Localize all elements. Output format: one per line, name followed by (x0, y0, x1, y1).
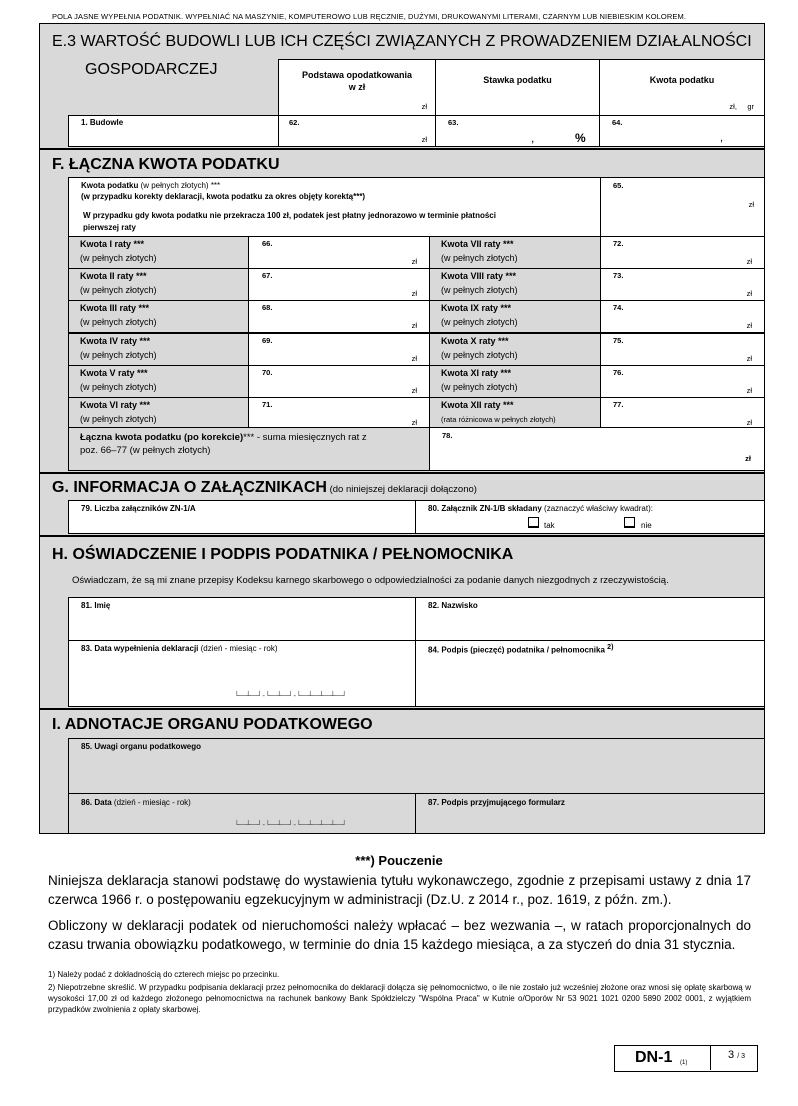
field-83-label-note: (dzień - miesiąc - rok) (198, 644, 278, 653)
installment-amount-field[interactable] (600, 268, 765, 301)
column-tax-base-header (278, 59, 436, 116)
installment-currency: zł (746, 257, 752, 266)
field-63-tax-rate[interactable] (435, 115, 600, 147)
field-65-label-cell (68, 177, 601, 237)
field-80-label (428, 504, 653, 513)
installment-currency: zł (411, 289, 417, 298)
installment-unit-note: (w pełnych złotych) (441, 285, 518, 295)
field-64-tax-amount[interactable] (599, 115, 765, 147)
field-65-number: 65. (613, 181, 624, 190)
single-payment-info-line2: pierwszej raty (83, 223, 136, 232)
field-80-attachment-zn1b (415, 500, 765, 534)
form-instruction-note: POLA JASNE WYPEŁNIA PODATNIK. WYPEŁNIAĆ NA MASZYNIE, KOMPUTEROWO LUB RĘCZNIE, DUŻYMI, DRUKOWANYMI LITERAMI, CZARNYM LUB NIEBIESKIM KOLOREM. (52, 12, 686, 21)
section-g-title-text: G. INFORMACJA O ZAŁĄCZNIKACH (52, 479, 327, 496)
installment-label-cell (68, 268, 249, 301)
date-entry-mask: └─┴─┘-└─┴─┘-└─┴─┴─┴─┘ (234, 691, 348, 700)
field-62-tax-base[interactable] (278, 115, 436, 147)
installment-label: Kwota VI raty *** (80, 400, 151, 410)
installment-label-cell (68, 236, 249, 269)
checkbox-no-label: nie (641, 521, 652, 530)
installment-amount-field[interactable] (600, 333, 765, 366)
statement-text: Oświadczam, że są mi znane przepisy Kodeksu karnego skarbowego o odpowiedzialności za podanie danych niezgodnych z rzeczywistością. (72, 575, 669, 586)
installment-field-number: 77. (613, 400, 624, 409)
installment-label-cell (429, 268, 601, 301)
field-83-label-bold: 83. Data wypełnienia deklaracji (81, 644, 199, 653)
installment-label-cell (429, 236, 601, 269)
field-63-number: 63. (448, 118, 459, 127)
installment-currency: zł (746, 418, 752, 427)
field-62-number: 62. (289, 118, 300, 127)
installment-field-number: 72. (613, 239, 624, 248)
installment-field-number: 66. (262, 239, 273, 248)
field-82-label: 82. Nazwisko (428, 601, 478, 610)
installment-currency: zł (411, 386, 417, 395)
installment-unit-note: (w pełnych złotych) (441, 317, 518, 327)
column-tax-base-unit-label: w zł (348, 82, 366, 92)
divider-g-h (39, 535, 765, 537)
installment-label: Kwota IX raty *** (441, 303, 512, 313)
column-tax-base-currency: zł (421, 102, 427, 111)
installment-label: Kwota IV raty *** (80, 336, 151, 346)
form-code: DN-1 (635, 1049, 673, 1066)
installment-field-number: 73. (613, 271, 624, 280)
installment-label: Kwota V raty *** (80, 368, 148, 378)
field-78-currency: zł (745, 454, 751, 463)
installment-unit-note: (w pełnych złotych) (441, 350, 518, 360)
installment-amount-field[interactable] (248, 397, 430, 430)
installment-label-cell (429, 333, 601, 366)
installment-amount-field[interactable] (600, 365, 765, 398)
installment-label: Kwota III raty *** (80, 303, 150, 313)
installment-amount-field[interactable] (248, 236, 430, 269)
field-64-decimal-separator: , (720, 132, 724, 144)
section-e3-title: E.3 WARTOŚĆ BUDOWLI LUB ICH CZĘŚCI ZWIĄZANYCH Z PROWADZENIEM DZIAŁALNOŚCI (52, 33, 752, 50)
field-63-decimal-separator: , (531, 131, 535, 145)
installment-unit-note: (w pełnych złotych) (80, 350, 157, 360)
form-id-box (614, 1045, 758, 1072)
installment-label-cell (68, 333, 249, 366)
field-65-correction-note: (w przypadku korekty deklaracji, kwota podatku za okres objęty korektą***) (81, 192, 366, 201)
field-78-number: 78. (442, 431, 453, 440)
field-85-label: 85. Uwagi organu podatkowego (81, 742, 202, 751)
instructions-paragraph-2: Obliczony w deklaracji podatek od nieruchomości należy wpłacać – bez wezwania –, w ratach proporcjonalnych do czasu trwania obowiązku podatkowego, w terminie do dnia 15 każdego miesiąca, a za styczeń do dnia 31 stycznia. (48, 918, 751, 952)
field-65-currency: zł (748, 200, 754, 209)
field-84-label (428, 644, 613, 655)
column-tax-rate-title: Stawka podatku (483, 75, 552, 85)
divider-f-g (39, 472, 765, 474)
field-83-label (81, 644, 278, 653)
field-80-label-bold: 80. Załącznik ZN-1/B składany (428, 504, 542, 513)
installment-label: Kwota VIII raty *** (441, 271, 517, 281)
form-id-divider (710, 1046, 711, 1070)
installment-unit-note: (w pełnych złotych) (441, 253, 518, 263)
field-78-label-rest: *** - suma miesięcznych rat z (243, 432, 367, 443)
field-87-receiver-signature[interactable] (415, 793, 765, 834)
checkbox-yes[interactable] (528, 517, 539, 528)
installment-field-number: 74. (613, 303, 624, 312)
field-83-fill-date[interactable] (68, 640, 416, 707)
installment-label-cell (68, 397, 249, 430)
installment-amount-field[interactable] (600, 300, 765, 333)
column-tax-amount-header (599, 59, 765, 116)
page-number (728, 1049, 745, 1061)
form-version: (1) (680, 1060, 688, 1066)
field-81-first-name[interactable] (68, 597, 416, 641)
installment-field-number: 71. (262, 400, 273, 409)
field-78-label-line2: poz. 66–77 (w pełnych złotych) (80, 445, 211, 456)
field-79-attachments-count[interactable] (68, 500, 416, 534)
installment-currency: zł (746, 386, 752, 395)
installment-currency: zł (746, 321, 752, 330)
installment-amount-field[interactable] (248, 365, 430, 398)
installment-label: Kwota I raty *** (80, 239, 145, 249)
field-86-label-note: (dzień - miesiąc - rok) (111, 798, 191, 807)
installment-unit-note: (w pełnych złotych) (80, 382, 157, 392)
field-84-footnote-ref: 2) (607, 644, 614, 651)
installment-unit-note: (rata różnicowa w pełnych złotych) (441, 415, 556, 424)
installment-unit-note: (w pełnych złotych) (80, 253, 157, 263)
installment-field-number: 70. (262, 368, 273, 377)
installment-amount-field[interactable] (600, 397, 765, 430)
field-86-label (81, 798, 191, 807)
installment-label-cell (429, 365, 601, 398)
installment-field-number: 67. (262, 271, 273, 280)
installment-unit-note: (w pełnych złotych) (441, 382, 518, 392)
instructions-paragraph-1: Niniejsza deklaracja stanowi podstawę do wystawienia tytułu wykonawczego, zgodnie z przepisami ustawy z dnia 17 czerwca 1966 r. o postępowaniu egzekucyjnym w administracji (Dz.U. z 2014 r., poz. 1619, z późn. zm.). (48, 873, 751, 907)
section-h-title: H. OŚWIADCZENIE I PODPIS PODATNIKA / PEŁNOMOCNIKA (52, 546, 514, 563)
column-tax-amount-title: Kwota podatku (649, 75, 715, 85)
installment-field-number: 76. (613, 368, 624, 377)
installment-unit-note: (w pełnych złotych) (80, 414, 157, 424)
installment-unit-note: (w pełnych złotych) (80, 317, 157, 327)
field-86-date[interactable] (68, 793, 416, 834)
checkbox-yes-label: tak (544, 521, 555, 530)
divider-e3-f (39, 148, 765, 150)
field-81-label: 81. Imię (81, 601, 111, 610)
column-tax-amount-currency: zł, gr (729, 102, 754, 111)
installment-currency: zł (411, 418, 417, 427)
section-g-title-note: (do niniejszej deklaracji dołączono) (326, 484, 477, 495)
installment-amount-field[interactable] (600, 236, 765, 269)
field-86-label-bold: 86. Data (81, 798, 112, 807)
installment-amount-field[interactable] (248, 333, 430, 366)
field-65-label-note: (w pełnych złotych) *** (138, 181, 221, 190)
footnote-2: 2) Niepotrzebne skreślić. W przypadku podpisania deklaracji przez pełnomocnika do deklaracji dołącza się pełnomocnictwo, o ile nie zostało już wcześniej złożone oraz wnosi się opłatę skarbową w wysokości 17,00 zł od każdego złożonego pełnomocnictwa na rachunek bankowy Bank Spółdzielczy "Wspólna Praca" w Kutnie o/Oporów Nr 53 9021 1021 0200 5890 2002 0001, z wyjątkiem przypadków zwolnienia z opłaty skarbowej. (48, 983, 751, 1014)
field-79-label: 79. Liczba załączników ZN-1/A (81, 504, 196, 513)
field-87-label: 87. Podpis przyjmującego formularz (428, 798, 565, 807)
installment-currency: zł (746, 354, 752, 363)
installment-label: Kwota X raty *** (441, 336, 509, 346)
section-f-title: F. ŁĄCZNA KWOTA PODATKU (52, 156, 280, 173)
section-e3-title-line2: GOSPODARCZEJ (85, 61, 218, 78)
checkbox-no[interactable] (624, 517, 635, 528)
installment-field-number: 68. (262, 303, 273, 312)
field-65-label (81, 181, 220, 190)
instructions-title: ***) Pouczenie (355, 853, 443, 868)
page-current: 3 (728, 1049, 735, 1061)
installment-currency: zł (411, 321, 417, 330)
field-65-label-bold: Kwota podatku (81, 181, 139, 190)
footnote-1: 1) Należy podać z dokładnością do czterech miejsc po przecinku. (48, 970, 280, 979)
installment-label: Kwota II raty *** (80, 271, 147, 281)
row-buildings-label-cell (68, 115, 279, 147)
installment-field-number: 69. (262, 336, 273, 345)
field-80-label-note: (zaznaczyć właściwy kwadrat): (541, 504, 653, 513)
installment-label: Kwota XI raty *** (441, 368, 512, 378)
field-63-percent-sign: % (575, 131, 586, 145)
field-78-label-cell (68, 427, 430, 471)
installment-unit-note: (w pełnych złotych) (80, 285, 157, 295)
installment-currency: zł (411, 354, 417, 363)
installment-label: Kwota XII raty *** (441, 400, 514, 410)
installment-field-number: 75. (613, 336, 624, 345)
section-g-title (52, 479, 477, 497)
section-i-title: I. ADNOTACJE ORGANU PODATKOWEGO (52, 716, 373, 733)
column-tax-rate-header (435, 59, 600, 116)
date-entry-mask: └─┴─┘-└─┴─┘-└─┴─┴─┴─┘ (234, 820, 348, 829)
installment-label-cell (429, 300, 601, 333)
field-78-label-bold: Łączna kwota podatku (po korekcie) (80, 432, 244, 443)
field-84-signature[interactable] (415, 640, 765, 707)
field-62-currency: zł (421, 135, 427, 144)
installment-amount-field[interactable] (248, 300, 430, 333)
installment-label: Kwota VII raty *** (441, 239, 514, 249)
divider-h-i (39, 708, 765, 710)
field-65-tax-amount[interactable] (600, 177, 765, 237)
field-78-label (80, 432, 367, 443)
installment-currency: zł (746, 289, 752, 298)
installment-amount-field[interactable] (248, 268, 430, 301)
row-buildings-label: 1. Budowle (81, 118, 124, 127)
installment-label-cell (429, 397, 601, 430)
installment-label-cell (68, 300, 249, 333)
installment-label-cell (68, 365, 249, 398)
field-85-remarks[interactable] (68, 738, 765, 794)
column-tax-base-title: Podstawa opodatkowania (301, 70, 413, 80)
single-payment-info-line1: W przypadku gdy kwota podatku nie przekracza 100 zł, podatek jest płatny jednorazowo w terminie płatności (83, 211, 496, 220)
field-82-last-name[interactable] (415, 597, 765, 641)
installment-currency: zł (411, 257, 417, 266)
field-84-label-text: 84. Podpis (pieczęć) podatnika / pełnomocnika (428, 645, 605, 655)
page-total: / 3 (737, 1053, 745, 1060)
field-64-number: 64. (612, 118, 623, 127)
field-78-total-amount[interactable] (429, 427, 765, 471)
